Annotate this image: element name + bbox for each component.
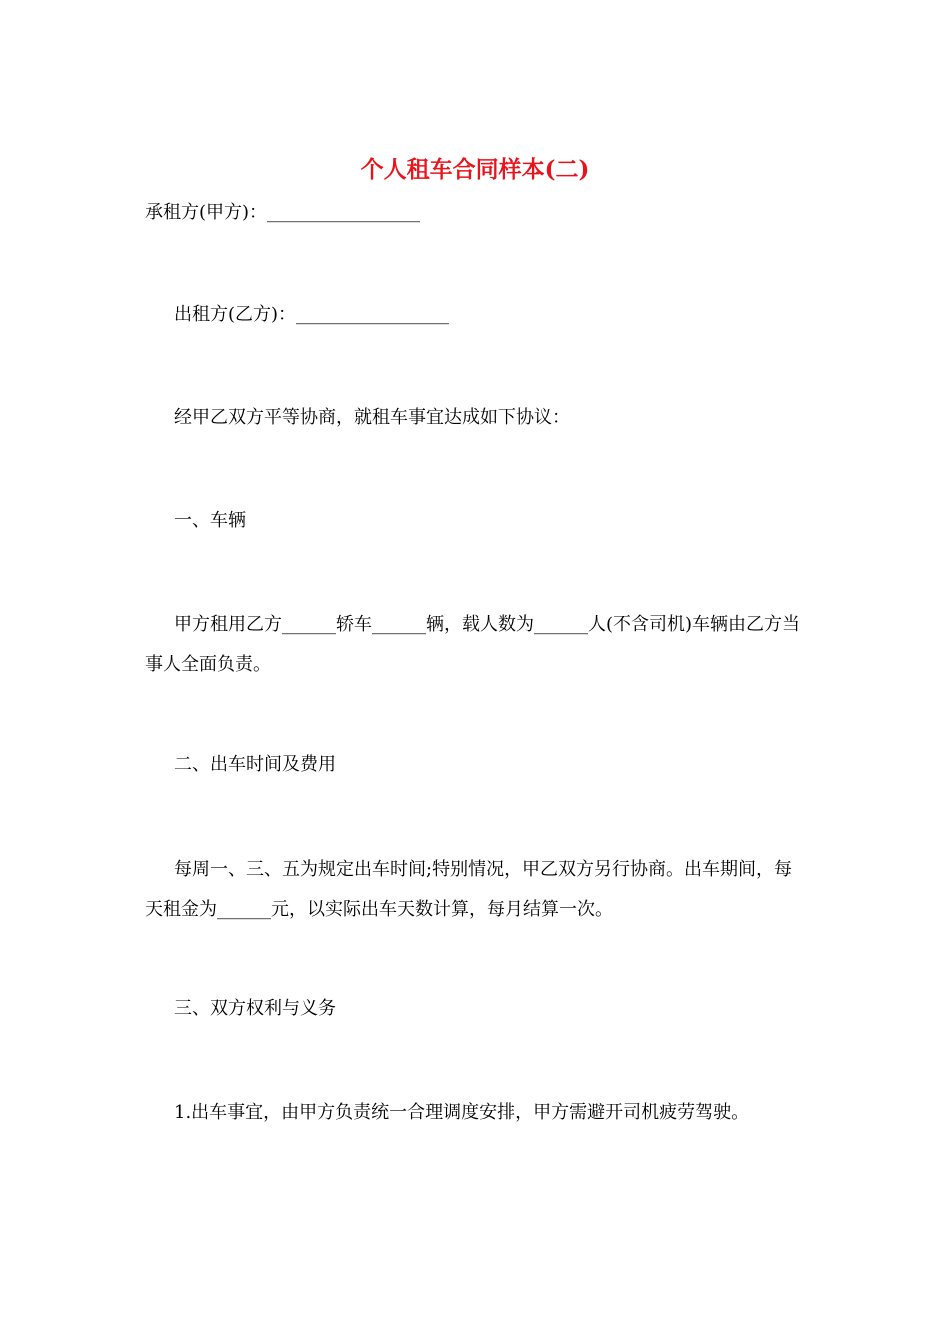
section-body-vehicle: 甲方租用乙方______轿车______辆，载人数为______人(不含司机)车辆由乙方当事人全面负责。 (145, 614, 801, 675)
section-heading-rights-duties: 三、双方权利与义务 (174, 998, 336, 1019)
section-heading-vehicle: 一、车辆 (174, 510, 246, 531)
section-body-rights-duties: 1.出车事宜，由甲方负责统一合理调度安排，甲方需避开司机疲劳驾驶。 (174, 1102, 750, 1123)
lessor-line: 出租方(乙方)：_________________ (174, 304, 450, 325)
section-body-time-fees: 每周一、三、五为规定出车时间;特别情况，甲乙双方另行协商。出车期间，每天租金为______元，以实际出车天数计算，每月结算一次。 (145, 859, 793, 920)
document-title: 个人租车合同样本(二) (360, 156, 590, 183)
section-heading-time-fees: 二、出车时间及费用 (174, 754, 336, 775)
lessee-line: 承租方(甲方)：_________________ (145, 202, 421, 223)
intro-paragraph: 经甲乙双方平等协商，就租车事宜达成如下协议： (174, 407, 570, 428)
